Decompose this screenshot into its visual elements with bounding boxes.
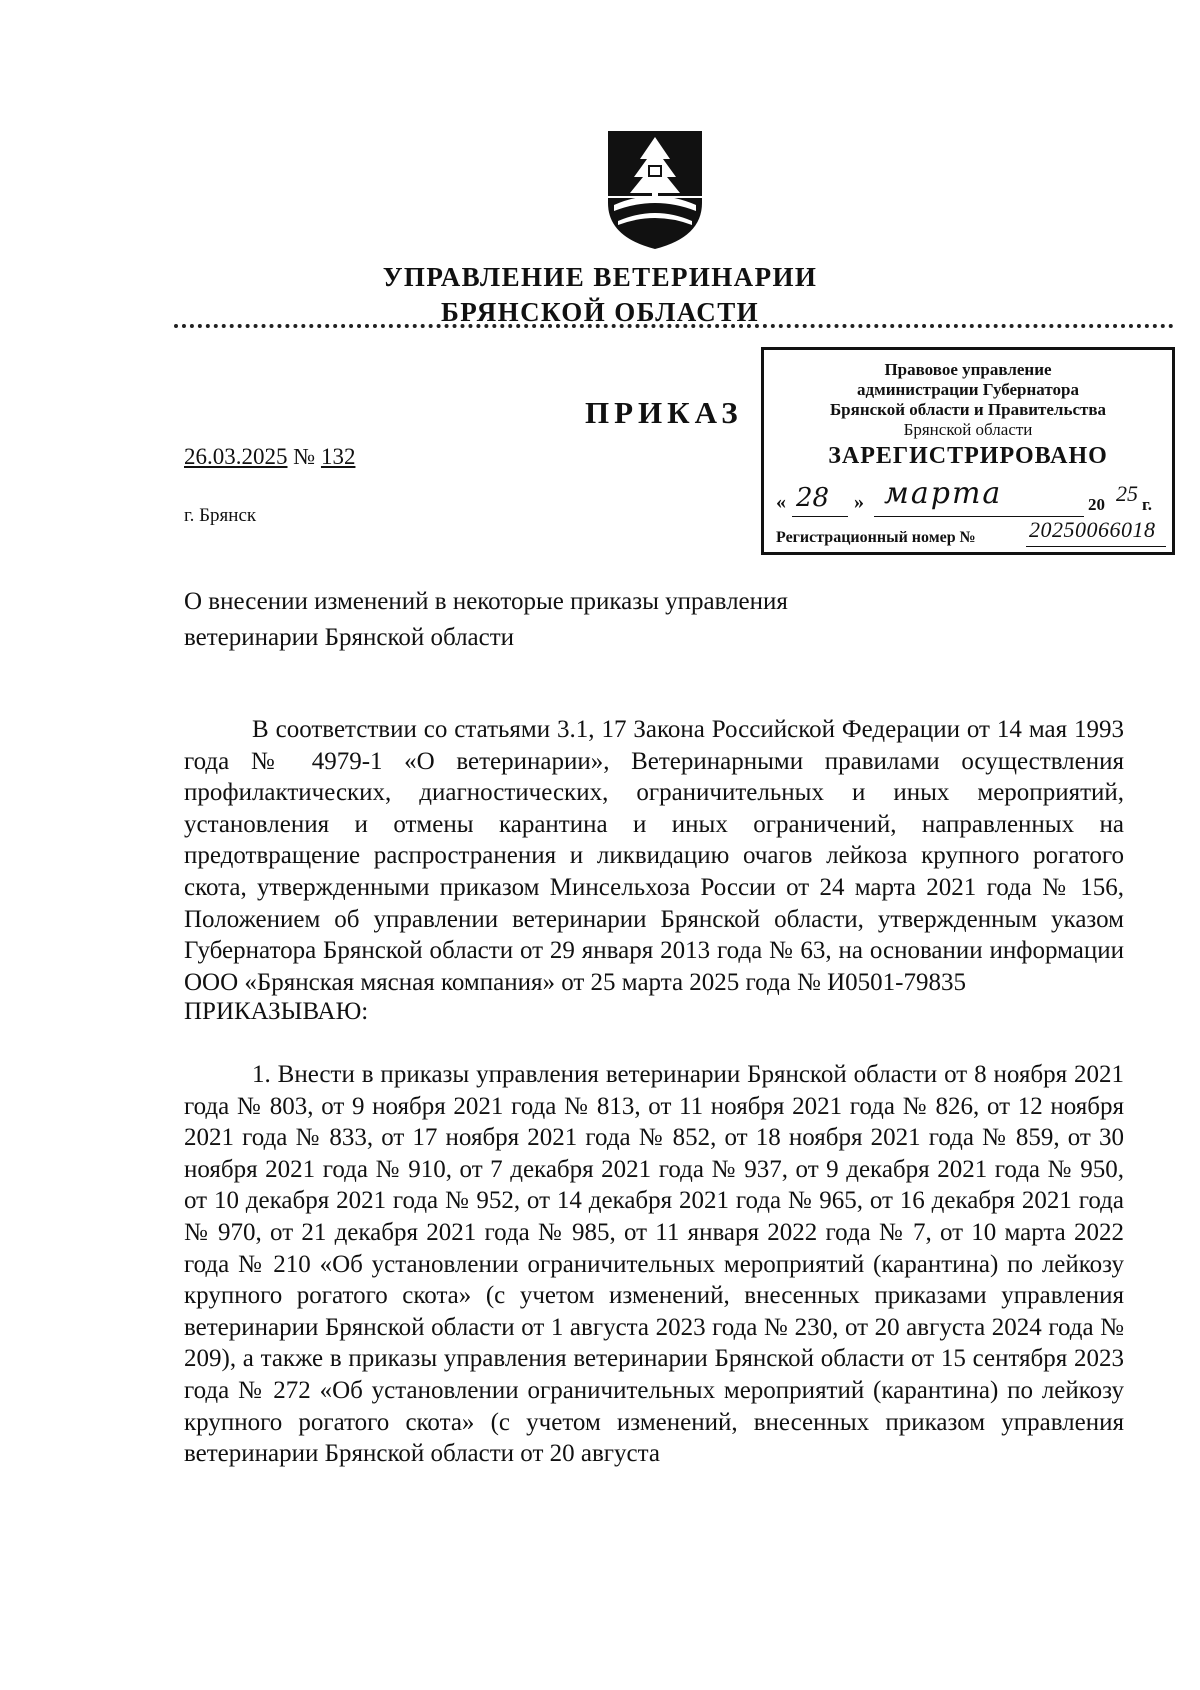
stamp-year-prefix: 20 [1088,495,1105,514]
stamp-day-handwritten: 28 [796,483,830,513]
stamp-day-rule [792,516,848,517]
stamp-registered-label: ЗАРЕГИСТРИРОВАНО [828,443,1108,469]
stamp-year-suffix: г. [1142,495,1153,514]
document-date-number [184,444,355,470]
stamp-month-handwritten: марта [884,476,1003,511]
organization-name-line2: БРЯНСКОЙ ОБЛАСТИ [440,297,759,327]
stamp-line: Правовое управление [884,360,1052,379]
stamp-quote-close: » [854,491,864,513]
registration-stamp [761,347,1175,555]
stamp-registration-label: Регистрационный номер № [776,529,976,546]
document-subject: О внесении изменений в некоторые приказы управления ветеринарии Брянской области [184,588,788,651]
stamp-line: Брянской области [903,420,1033,439]
organization-name-line1: УПРАВЛЕНИЕ ВЕТЕРИНАРИИ [382,262,818,292]
header-dotted-divider [174,324,1174,328]
decree-word: ПРИКАЗЫВАЮ: [184,998,369,1025]
document-city: г. Брянск [184,505,257,526]
stamp-registration-number: 20250066018 [1029,517,1156,542]
document-title: ПРИКАЗ [585,395,743,430]
stamp-quote-open: « [776,491,786,513]
document-number: 132 [320,444,356,469]
number-sign: № [293,444,316,469]
coat-of-arms-emblem [600,125,710,253]
stamp-year-handwritten: 25 [1116,481,1138,506]
stamp-regnum-rule [1026,546,1166,547]
stamp-line: Брянской области и Правительства [829,400,1107,419]
stamp-line: администрации Губернатора [857,380,1079,399]
document-date: 26.03.2025 [184,444,288,469]
preamble-paragraph: В соответствии со статьями 3.1, 17 Закона Российской Федерации от 14 мая 1993 года № 4979-1 «О ветеринарии», Ветеринарными правилами осуществления профилактических, диагностических, ограничительных и иных мероприятий, установления и отмены карантина и иных ограничений, направленных на предотвращение распространения и ликвидацию очагов лейкоза крупного рогатого скота, утвержденными приказом Минсельхоза России от 24 марта 2021 года № 156, Положением об управлении ветеринарии Брянской области, утвержденным указом Губернатора Брянской области от 29 января 2013 года № 63, на основании информации ООО «Брянская мясная компания» от 25 марта 2025 года № И0501-79835 [184,716,1124,996]
clause-1-paragraph: 1. Внести в приказы управления ветеринарии Брянской области от 8 ноября 2021 года № 803, от 9 ноября 2021 года № 813, от 11 ноября 2021 года № 826, от 12 ноября 2021 года № 833, от 17 ноября 2021 года № 852, от 18 ноября 2021 года № 859, от 30 ноября 2021 года № 910, от 7 декабря 2021 года № 937, от 9 декабря 2021 года № 950, от 10 декабря 2021 года № 952, от 14 декабря 2021 года № 965, от 16 декабря 2021 года № 970, от 21 декабря 2021 года № 985, от 11 января 2022 года № 7, от 10 марта 2022 года № 210 «Об установлении ограничительных мероприятий (карантина) по лейкозу крупного рогатого скота» (с учетом изменений, внесенных приказами управления ветеринарии Брянской области от 1 августа 2023 года № 230, от 20 августа 2024 года № 209), а также в приказы управления ветеринарии Брянской области от 15 сентября 2023 года № 272 «Об установлении ограничительных мероприятий (карантина) по лейкозу крупного рогатого скота» (с учетом изменений, внесенных приказом управления ветеринарии Брянской области от 20 августа [184,1061,1124,1468]
